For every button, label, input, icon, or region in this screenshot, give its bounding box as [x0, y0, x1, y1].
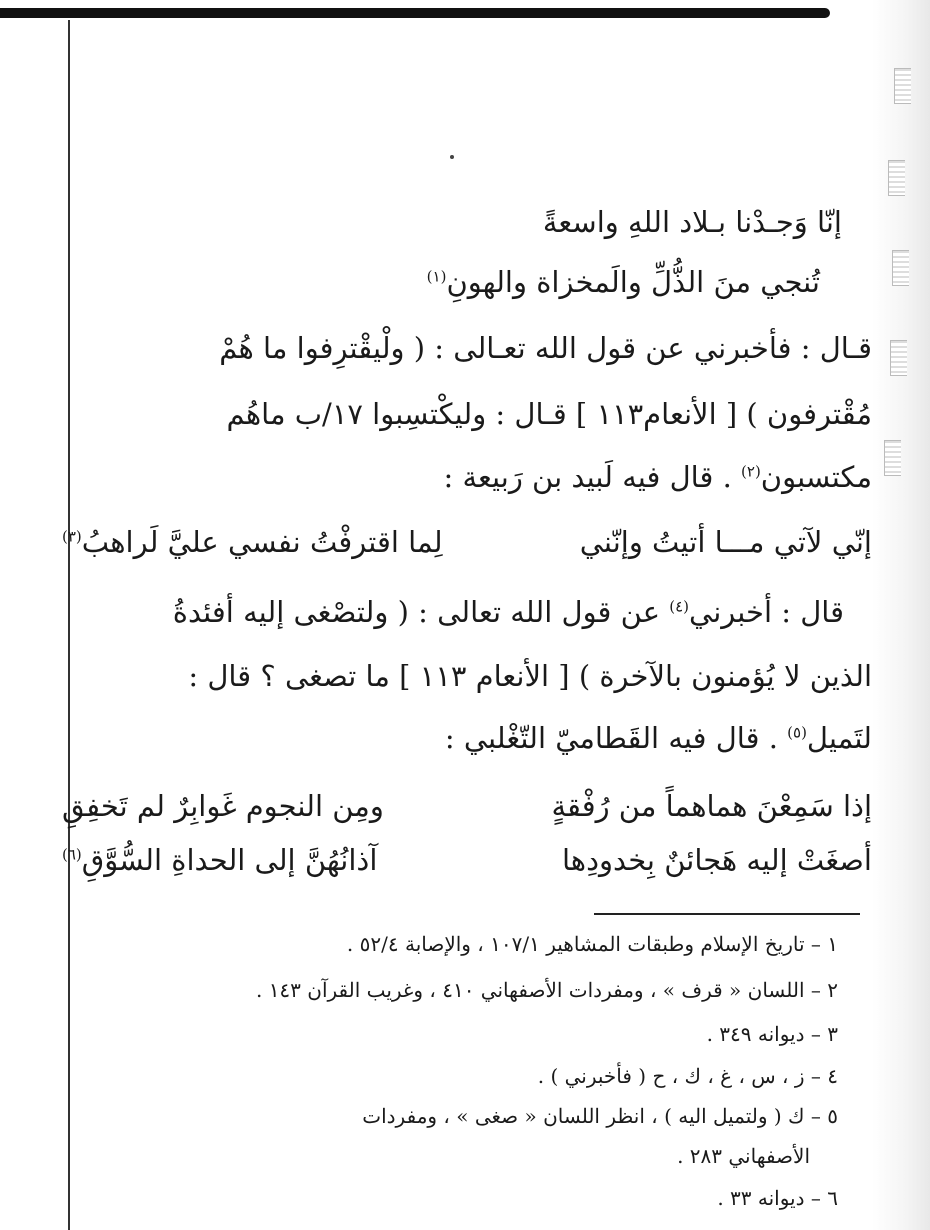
body-line-text: عن قول الله تعالى : ( ولتصْغى إليه أفئدةُ: [172, 595, 670, 629]
verse-first-hemistich: إذا سَمِعْنَ هماهماً من رُفْقةٍ: [551, 789, 872, 823]
body-line-text: . قال فيه لَبيد بن رَبيعة :: [443, 460, 742, 494]
verse-second-hemistich-text: لِما اقترفْتُ نفسي عليَّ لَراهبُ: [81, 525, 443, 559]
verse-second-hemistich: [62, 525, 443, 559]
footnote-3: ٣ – ديوانه ٣٤٩ .: [706, 1022, 838, 1046]
verse-first-hemistich: إنّي لآتي مـــا أتيتُ وإنّني: [579, 525, 872, 559]
footnote-marker: (٦): [62, 845, 82, 864]
body-line: [172, 595, 844, 629]
footnote-marker: (٤): [669, 597, 690, 616]
footnote-1: ١ – تاريخ الإسلام وطبقات المشاهير ١٠٧/١ ، والإصابة ٥٢/٤ .: [346, 932, 838, 956]
body-line-text: مكتسبون: [760, 460, 872, 494]
body-line: [226, 397, 872, 431]
poem-line-2: [426, 265, 820, 299]
verse-row: [62, 525, 872, 572]
verse-second-hemistich-text: آذانُهُنَّ إلى الحداةِ السُّوَّقِ: [81, 843, 378, 877]
footnote-5-continuation: الأصفهاني ٢٨٣ .: [677, 1144, 810, 1168]
body-line-text: . قال فيه القَطاميّ التّغْلبي :: [444, 721, 788, 755]
footnote-4: ٤ – ز ، س ، غ ، ك ، ح ( فأخبرني ) .: [537, 1064, 838, 1088]
poem-line-1-text: إنّا وَجـدْنا بـلاد اللهِ واسعةً: [542, 205, 842, 239]
body-line: [444, 721, 872, 755]
verse-second-hemistich: [62, 843, 378, 877]
poem-line-1: [542, 205, 842, 239]
verse-second-hemistich: ومِن النجوم غَوابِرٌ لم تَخفِقِ: [62, 789, 384, 823]
footnote-2: ٢ – اللسان « قرف » ، ومفردات الأصفهاني ٤١٠ ، وغريب القرآن ١٤٣ .: [255, 978, 838, 1002]
verse-first-hemistich: أصغَتْ إليه هَجائنٌ بِخدودِها: [561, 843, 872, 877]
verse-row: [62, 789, 872, 836]
footnote-marker: (٢): [741, 462, 761, 481]
poem-line-2-text: تُنجي منَ الذُّلِّ والَمخزاة والهونِ: [446, 265, 820, 299]
body-line: [219, 331, 872, 365]
footnote-marker: (٥): [787, 723, 807, 742]
verse-row: [62, 843, 872, 890]
footnote-5: ٥ – ك ( ولتميل اليه ) ، انظر اللسان « صغى » ، ومفردات: [362, 1104, 838, 1128]
body-line-text: لتَميل: [806, 721, 872, 755]
footnote-6: ٦ – ديوانه ٣٣ .: [717, 1186, 838, 1210]
body-line-text: قال : أخبرني: [689, 595, 844, 629]
footnote-marker: (٣): [62, 527, 82, 546]
footnote-separator: [594, 913, 860, 915]
body-line-text: قـال : فأخبرني عن قول الله تعـالى : ( ولْيقْترِفوا ما هُمْ: [219, 331, 872, 365]
body-line: [188, 659, 872, 693]
body-line-text: مُقْترفون ) [ الأنعام١١٣ ] قـال : وليكْتسِبوا ١٧/ب ماهُم: [226, 397, 872, 431]
footnote-marker: (١): [426, 267, 447, 286]
body-line: [443, 460, 872, 494]
body-line-text: الذين لا يُؤمنون بالآخرة ) [ الأنعام ١١٣ ] ما تصغى ؟ قال :: [188, 659, 872, 693]
